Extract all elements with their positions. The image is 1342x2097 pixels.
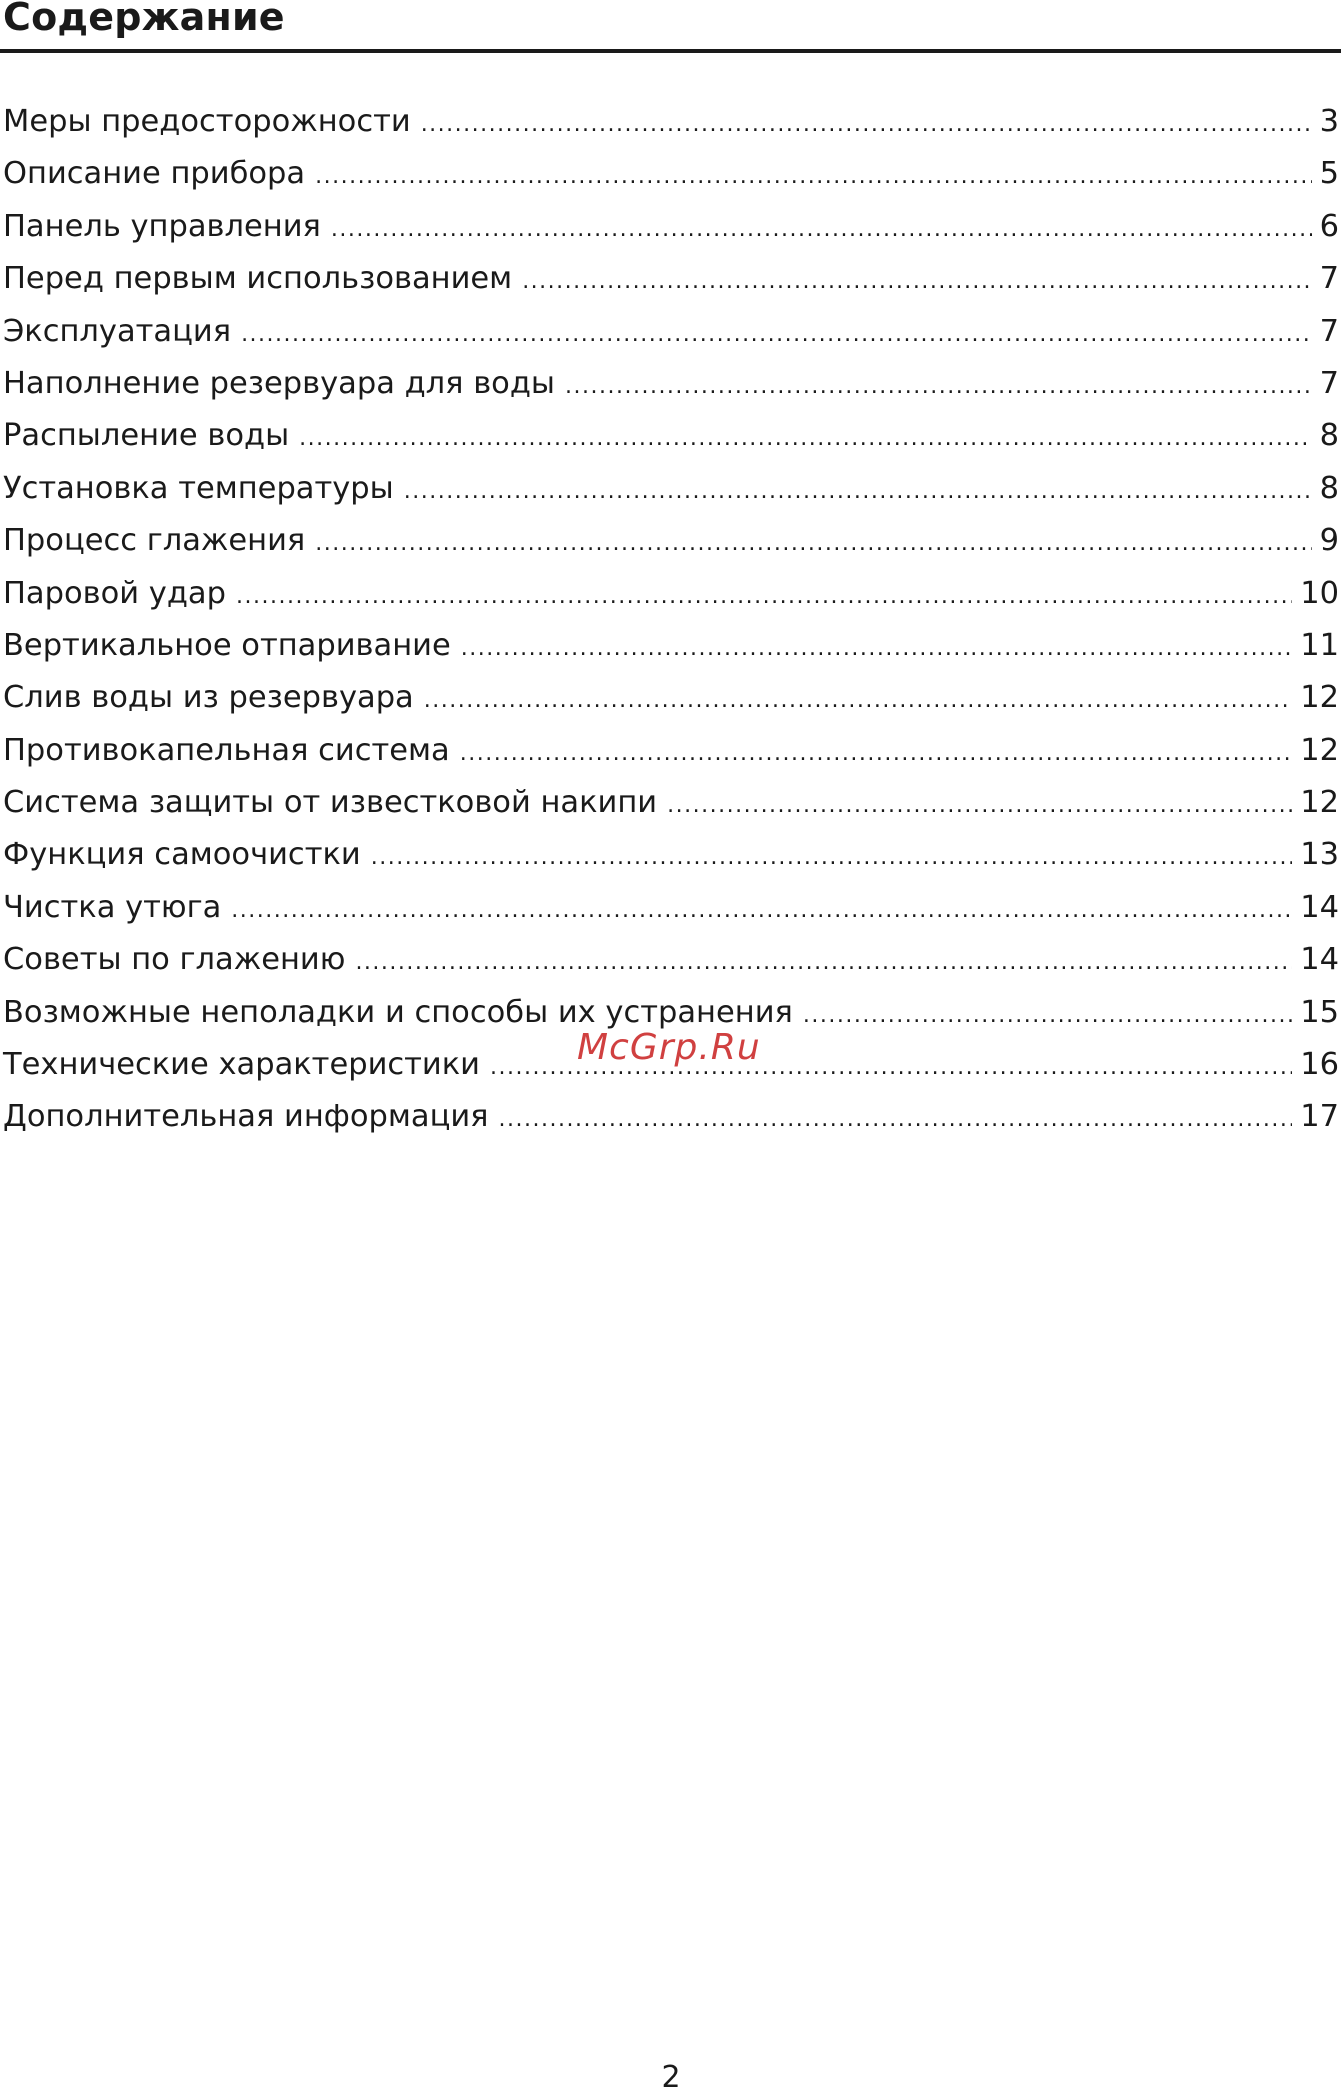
toc-leader-dots: [241, 312, 1312, 358]
toc-entry-page: 10: [1300, 575, 1339, 611]
toc-entry-label: Дополнительная информация: [3, 1099, 489, 1135]
toc-entry[interactable]: [3, 937, 1339, 989]
toc-entry-label: Распыление воды: [3, 418, 290, 454]
toc-leader-dots: [421, 102, 1312, 148]
toc-entry[interactable]: [3, 1094, 1339, 1146]
toc-entry[interactable]: [3, 675, 1339, 727]
page-number: 2: [661, 2060, 681, 2095]
toc-leader-dots: [371, 835, 1292, 881]
toc-entry[interactable]: [3, 623, 1339, 675]
toc-entry-page: 3: [1319, 104, 1339, 139]
toc-entry-label: Панель управления: [3, 208, 321, 244]
toc-leader-dots: [499, 1097, 1293, 1143]
toc-leader-dots: [522, 259, 1311, 305]
toc-entry[interactable]: [3, 151, 1339, 203]
toc-entry-label: Процесс глажения: [3, 523, 306, 559]
toc-entry-label: Возможные неполадки и способы их устранения: [3, 994, 793, 1030]
toc-entry-page: 12: [1300, 680, 1339, 716]
toc-entry-label: Функция самоочистки: [3, 837, 361, 873]
toc-leader-dots: [803, 993, 1292, 1039]
toc-entry-label: Установка температуры: [3, 470, 394, 506]
toc-leader-dots: [404, 469, 1312, 515]
toc-entry[interactable]: [3, 204, 1339, 256]
toc-leader-dots: [460, 731, 1292, 777]
toc-entry-page: 7: [1319, 261, 1339, 297]
toc-leader-dots: [315, 154, 1311, 200]
toc-leader-dots: [331, 207, 1312, 253]
toc-leader-dots: [424, 678, 1292, 724]
toc-entry-label: Паровой удар: [3, 575, 226, 611]
toc-entry-label: Наполнение резервуара для воды: [3, 365, 556, 401]
toc-entry-page: 5: [1319, 156, 1339, 192]
toc-entry[interactable]: [3, 518, 1339, 570]
toc-entry-label: Эксплуатация: [3, 313, 232, 349]
toc-entry-label: Слив воды из резервуара: [3, 680, 414, 716]
toc-entry[interactable]: [3, 361, 1339, 413]
toc-entry-page: 8: [1319, 418, 1339, 454]
toc-entry-label: Противокапельная система: [3, 732, 450, 768]
toc-entry[interactable]: [3, 571, 1339, 623]
toc-entry-page: 7: [1319, 365, 1339, 401]
toc-entry[interactable]: [3, 728, 1339, 780]
toc-entry-page: 13: [1300, 837, 1339, 873]
title-divider: [0, 49, 1341, 53]
toc-entry-label: Меры предосторожности: [3, 104, 411, 139]
toc-entry-page: 8: [1319, 470, 1339, 506]
toc-entry-label: Перед первым использованием: [3, 261, 513, 297]
watermark-text: McGrp.Ru: [577, 1027, 761, 1068]
toc-entry[interactable]: [3, 99, 1339, 151]
page-title: Содержание: [3, 0, 285, 39]
toc-entry-page: 7: [1319, 313, 1339, 349]
toc-entry-page: 12: [1300, 732, 1339, 768]
toc-entry-page: 14: [1300, 889, 1339, 925]
toc-entry-label: Советы по глажению: [3, 942, 346, 978]
toc-entry[interactable]: [3, 832, 1339, 884]
toc-leader-dots: [461, 626, 1292, 672]
toc-leader-dots: [231, 888, 1292, 934]
toc-entry-label: Технические характеристики: [3, 1047, 480, 1083]
toc-entry-page: 16: [1300, 1047, 1339, 1083]
toc-entry-page: 6: [1319, 208, 1339, 244]
toc-entry[interactable]: [3, 780, 1339, 832]
toc-entry-page: 9: [1319, 523, 1339, 559]
toc-entry-label: Вертикальное отпаривание: [3, 627, 451, 663]
toc-leader-dots: [315, 521, 1311, 567]
table-of-contents: [3, 99, 1339, 1147]
toc-entry-page: 12: [1300, 785, 1339, 821]
toc-leader-dots: [299, 416, 1311, 462]
toc-entry[interactable]: [3, 466, 1339, 518]
toc-leader-dots: [565, 364, 1312, 410]
toc-entry-page: 14: [1300, 942, 1339, 978]
toc-entry-page: 17: [1300, 1099, 1339, 1135]
toc-entry-label: Описание прибора: [3, 156, 306, 192]
toc-leader-dots: [667, 783, 1292, 829]
toc-entry[interactable]: [3, 413, 1339, 465]
toc-entry-page: 15: [1300, 994, 1339, 1030]
toc-entry-label: Чистка утюга: [3, 889, 222, 925]
toc-entry[interactable]: [3, 885, 1339, 937]
toc-entry[interactable]: [3, 256, 1339, 308]
toc-entry[interactable]: [3, 309, 1339, 361]
toc-entry-page: 11: [1300, 627, 1339, 663]
toc-leader-dots: [236, 574, 1292, 620]
toc-leader-dots: [355, 940, 1292, 986]
toc-entry-label: Система защиты от известковой накипи: [3, 785, 658, 821]
